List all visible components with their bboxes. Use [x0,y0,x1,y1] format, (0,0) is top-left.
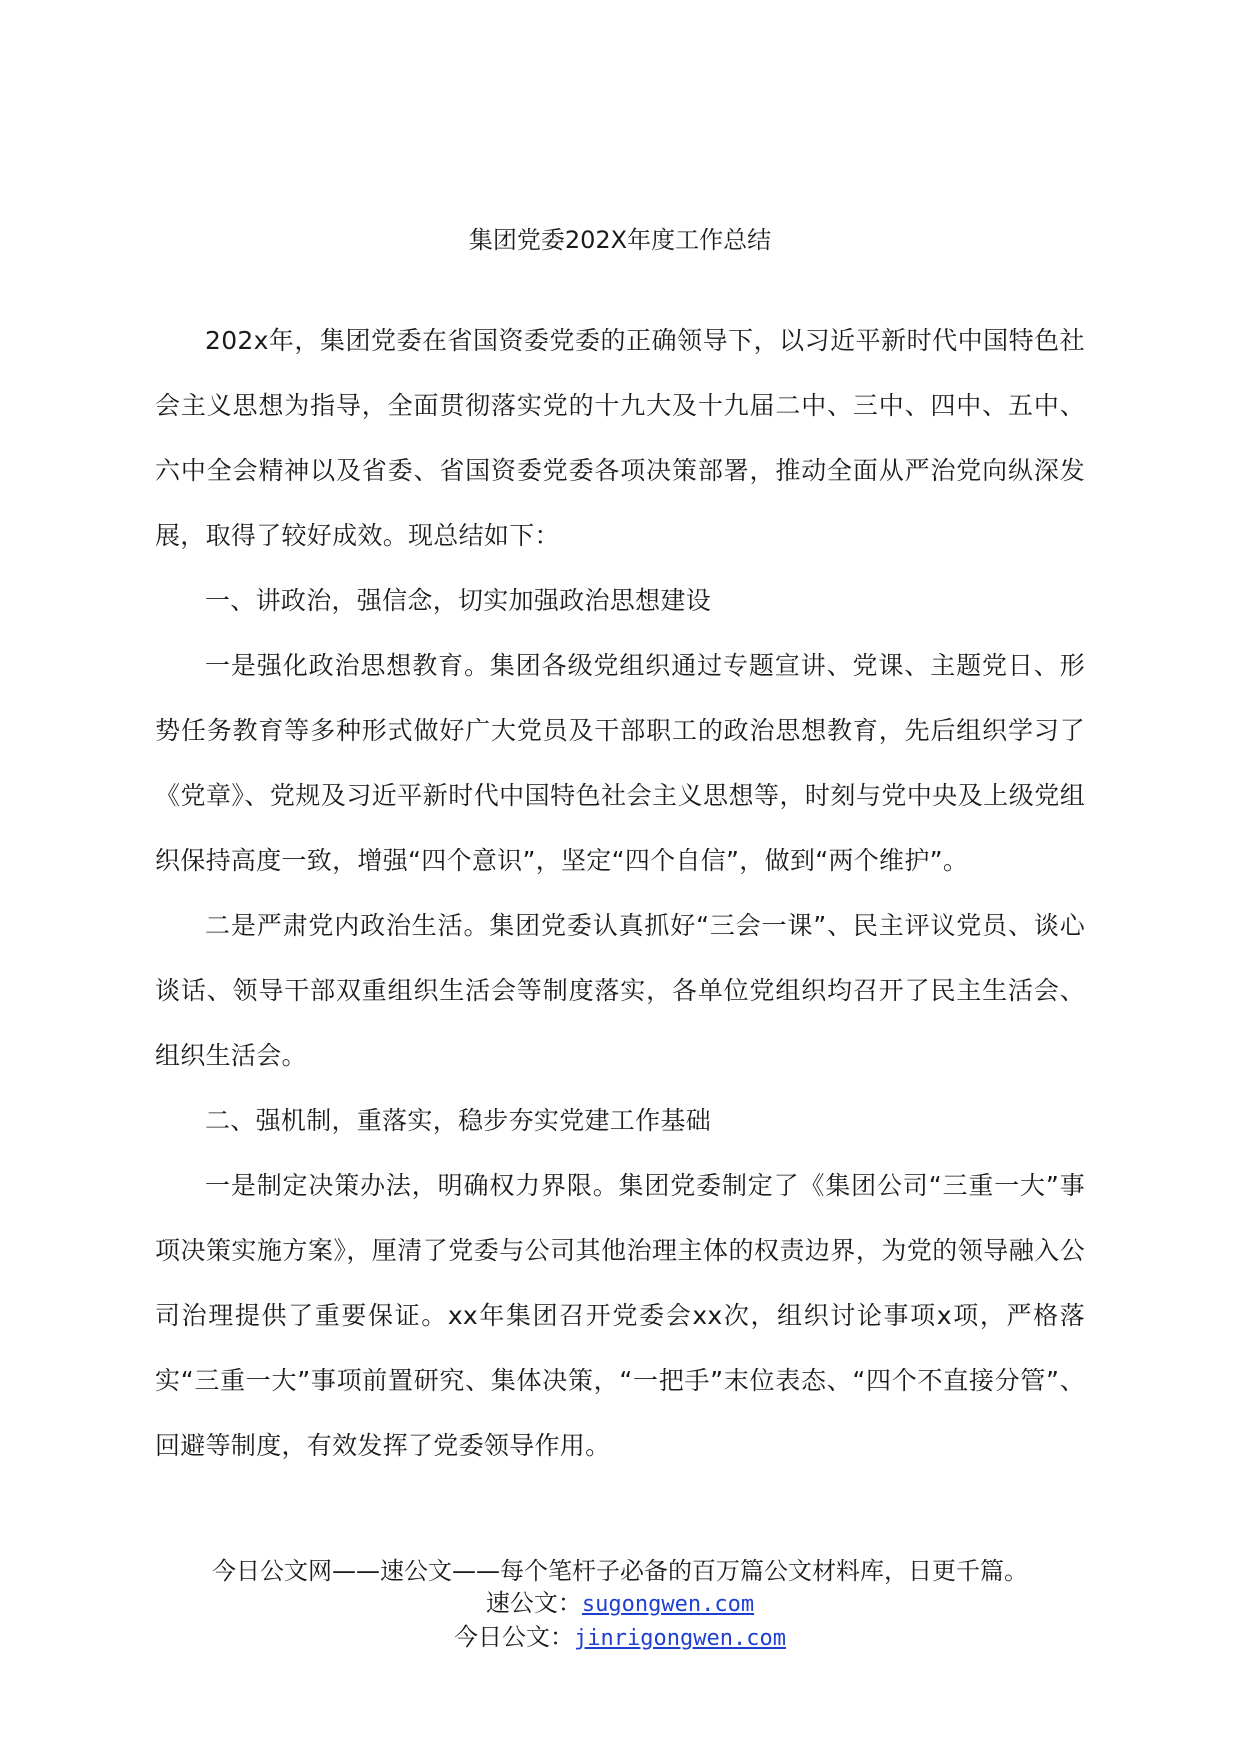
paragraph-party-life: 二是严肃党内政治生活。集团党委认真抓好“三会一课”、民主评议党员、谈心谈话、领导干部双重组织生活会等制度落实，各单位党组织均召开了民主生活会、组织生活会。 [155,911,1085,1070]
document-title: 集团党委202X年度工作总结 [468,226,772,254]
sugongwen-link[interactable]: sugongwen.com [581,1592,755,1617]
jinrigongwen-link[interactable]: jinrigongwen.com [574,1626,786,1651]
section-heading-2: 二、强机制，重落实，稳步夯实党建工作基础 [205,1106,712,1135]
section-heading-1: 一、讲政治，强信念，切实加强政治思想建设 [205,586,712,615]
footer-link1-label: 速公文： [485,1589,582,1617]
footer-tagline: 今日公文网——速公文——每个笔杆子必备的百万篇公文材料库，日更千篇。 [212,1557,1028,1585]
footer-link-row-2 [0,1621,1240,1655]
paragraph-decision-rules: 一是制定决策办法，明确权力界限。集团党委制定了《集团公司“三重一大”事项决策实施方案》，厘清了党委与公司其他治理主体的权责边界，为党的领导融入公司治理提供了重要保证。xx年集团召开党委会xx次，组织讨论事项x项，严格落实“三重一大”事项前置研究、集体决策，“一把手”末位表态、“四个不直接分管”、回避等制度，有效发挥了党委领导作用。 [155,1171,1085,1460]
paragraph-intro: 202x年，集团党委在省国资委党委的正确领导下，以习近平新时代中国特色社会主义思想为指导，全面贯彻落实党的十九大及十九届二中、三中、四中、五中、六中全会精神以及省委、省国资委党委各项决策部署，推动全面从严治党向纵深发展，取得了较好成效。现总结如下： [155,326,1085,550]
footer-link-row-1 [0,1587,1240,1621]
footer-link2-label: 今日公文： [454,1623,575,1651]
footer [0,1555,1240,1655]
paragraph-political-education: 一是强化政治思想教育。集团各级党组织通过专题宣讲、党课、主题党日、形势任务教育等多种形式做好广大党员及干部职工的政治思想教育，先后组织学习了《党章》、党规及习近平新时代中国特色社会主义思想等，时刻与党中央及上级党组织保持高度一致，增强“四个意识”，坚定“四个自信”，做到“两个维护”。 [155,651,1085,875]
document-body [155,308,1085,1478]
